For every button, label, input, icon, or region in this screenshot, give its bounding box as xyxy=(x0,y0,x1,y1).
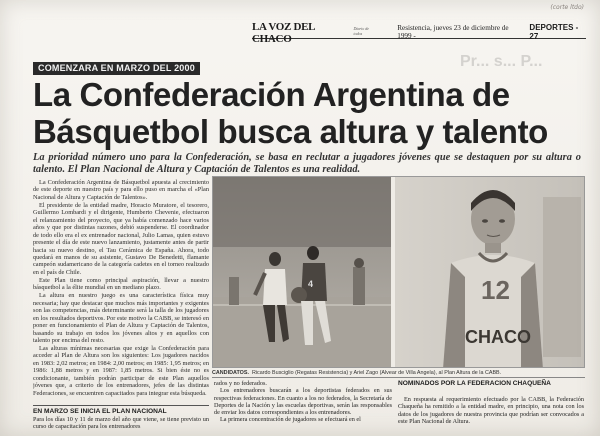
caption-label: CANDIDATOS. xyxy=(212,370,249,376)
svg-text:4: 4 xyxy=(308,279,314,289)
right-column xyxy=(398,396,584,436)
photo-caption xyxy=(212,368,585,378)
body-paragraph: El presidente de la entidad madre, Horacio Muratore, el tesorero, Guillermo Lombardi y el dirigente, Humberto Chevenie, efectuaron el relanzamiento del proyecto, que ya había comenzado hace varios años y que por distintas razones, debió suspenderse. El coordinador de todo ello era el ex entrenador nacional, Julio Lamas, quien estuvo presente el día de este nuevo lanzamiento, justamente antes de partir hacia su nuevo destino, el Tau Cerámica de España. Ahora, todo quedará en manos de su asistente, Gustavo De Benedetti, flamante campeón sudamericano de la categoría cadetes en el torneo realizado en el país de Chile. xyxy=(33,201,209,276)
subhead-federacion: NOMINADOS POR LA FEDERACION CHAQUEÑA xyxy=(398,380,551,387)
dateline: Resistencia, jueves 23 de diciembre de 1999 - xyxy=(397,24,509,40)
mid-paragraph: La primera concentración de jugadores se efectuará en el xyxy=(220,416,361,424)
section-page: DEPORTES - 27 xyxy=(529,23,579,41)
bleed-through-text: Pr... s... P... xyxy=(460,53,543,70)
newspaper-tagline: Diario de todos xyxy=(353,26,369,36)
deck-subtitle: La prioridad número uno para la Confederación, se basa en reclutar a jugadores jóvenes que se destaquen por su altura o talento. El Plan Nacional de Altura y Captación de Talentos es una realidad. xyxy=(33,152,581,175)
jersey-text: CHACO xyxy=(465,327,531,347)
mid-paragraph: Los entrenadores buscarán a los deportistas federados en sus respectivas federaciones. En cuanto a los no federados, la Secretaría de Deportes de la Nación y las escuelas deportivas, serán las responsables de enviar los datos correspondientes a los entrenadores. xyxy=(214,387,392,417)
kicker-label: COMENZARA EN MARZO DEL 2000 xyxy=(33,62,200,75)
middle-column xyxy=(214,380,392,436)
handwritten-note: (corte ltdo) xyxy=(550,4,584,11)
mid-paragraph: rados y no federados. xyxy=(214,380,267,387)
body-paragraph: La altura en nuestro juego es una característica física muy necesaria; hay que destacar que muchos más importantes y exigentes son las competencias, más determinante será la talla de los jugadores en los resultados deportivos. Por este motivo la CABB, se interesó en poner en funcionamiento el Plan de Altura y Captación de Talentos, basando su trabajo en todos los jóvenes altos y en aquellos con talento por encima del resto. xyxy=(33,292,209,345)
body-paragraph: Las alturas mínimas necesarias que exige la Confederación para acceder al Plan de Altura son los siguientes: Los jugadores nacidos en 1983: 2,02 metros; en 1984: 2,00 metros; en 1985: 1,95 metros; en 1986: 1,88 metros y en 1987: 1,85 metros. Si bien éste no es condicionante, también podrán participar de este Plan aquellos jóvenes que, a criterio de los entrenadores, jefes de las distintas Federaciones, se encuentren capacitados para integrar esta búsqueda. xyxy=(33,344,209,397)
jersey-number: 12 xyxy=(481,275,510,305)
masthead xyxy=(252,21,586,45)
newspaper-name: LA VOZ DEL CHACO xyxy=(252,21,315,45)
photo-illustration xyxy=(213,177,585,368)
body-paragraph: La Confederación Argentina de Básquetbol apuesta al crecimiento de este deporte en nuestro país y para ello puso en marcha el «Plan Nacional de Altura y Captación de Talentos». xyxy=(33,179,209,201)
article-body xyxy=(33,179,209,404)
caption-text: Ricardo Busciglio (Regatas Resistencia) y Ariel Zago (Alvear de Villa Angela), al Plan Altura de la CABB. xyxy=(251,370,502,376)
right-paragraph: En respuesta al requerimiento efectuado por la CABB, la Federación Chaqueña ha remitido a la entidad madre, en principio, una nota con los datos de los jugadores de nuestra provincia que podrían ser convocados a este Plan Nacional de Altura. xyxy=(398,396,584,425)
body-paragraph: Este Plan tiene como principal aspiración, llevar a nuestro básquetbol a la élite mundial en un mediano plazo. xyxy=(33,276,209,292)
subhead-plan-nacional: EN MARZO SE INICIA EL PLAN NACIONAL xyxy=(33,405,209,415)
bottom-left-paragraph: Para los días 10 y 11 de marzo del año que viene, se tiene previsto un curso de capacitación para los entrenadores xyxy=(33,416,209,431)
headline: La Confederación Argentina de Básquetbol busca altura y talento xyxy=(33,76,548,150)
article-photo xyxy=(212,176,585,368)
